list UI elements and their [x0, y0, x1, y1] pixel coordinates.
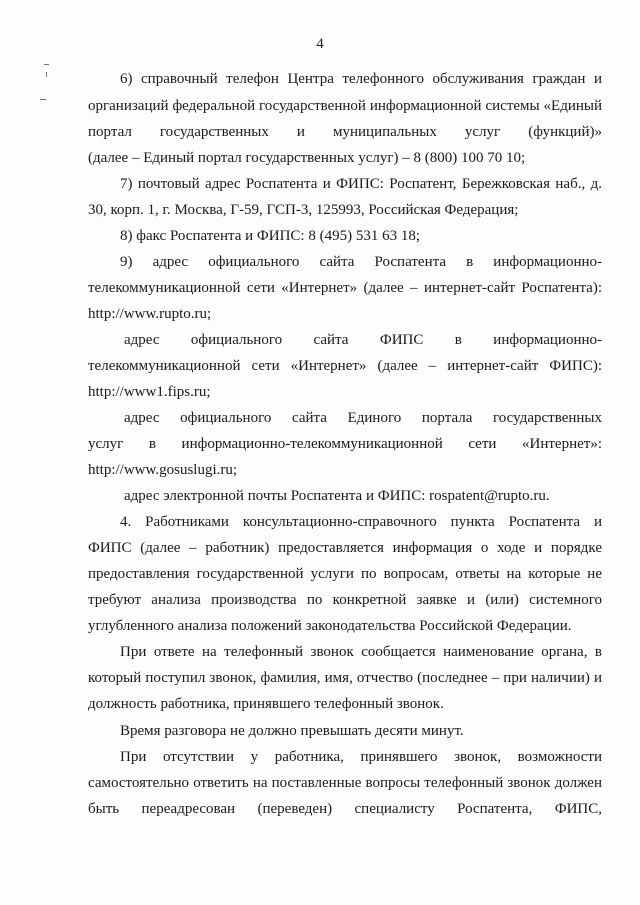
- text-line: 7) почтовый адрес Роспатента и ФИПС: Роспатент, Бережковская наб., д.: [120, 176, 602, 192]
- page-number: 4: [316, 36, 324, 52]
- text-line: При ответе на телефонный звонок сообщается наименование органа, в: [120, 644, 602, 660]
- text-line: 9) адрес официального сайта Роспатента в информационно-: [120, 254, 602, 270]
- text-line: самостоятельно ответить на поставленные вопросы телефонный звонок должен: [88, 775, 602, 791]
- text-line: http://www.rupto.ru;: [88, 306, 212, 322]
- text-line: http://www1.fips.ru;: [88, 384, 211, 400]
- text-line: Время разговора не должно превышать десяти минут.: [120, 723, 464, 739]
- text-line: адрес официального сайта Единого портала государственных: [124, 410, 602, 426]
- text-line: адрес официального сайта ФИПС в информационно-: [124, 332, 602, 348]
- text-line: 4. Работниками консультационно-справочного пункта Роспатента и: [120, 514, 602, 530]
- text-line: должность работника, принявшего телефонный звонок.: [88, 696, 444, 712]
- text-line: углубленного анализа положений законодательства Российской Федерации.: [88, 618, 572, 634]
- text-line: который поступил звонок, фамилия, имя, отчество (последнее – при наличии) и: [88, 670, 602, 686]
- text-line: 8) факс Роспатента и ФИПС: 8 (495) 531 63 18;: [120, 228, 420, 244]
- text-line: организаций федеральной государственной информационной системы «Единый: [88, 98, 602, 114]
- text-line: телекоммуникационной сети «Интернет» (далее – интернет-сайт Роспатента):: [88, 280, 602, 296]
- margin-mark: [46, 72, 47, 77]
- text-line: предоставления государственной услуги по вопросам, ответы на которые не: [88, 566, 602, 582]
- text-line: http://www.gosuslugi.ru;: [88, 462, 238, 478]
- text-line: (далее – Единый портал государственных услуг) – 8 (800) 100 70 10;: [88, 150, 526, 166]
- text-line: услуг в информационно-телекоммуникационной сети «Интернет»:: [88, 436, 602, 452]
- text-line: портал государственных и муниципальных услуг (функций)»: [88, 124, 602, 140]
- margin-mark: [44, 64, 49, 65]
- text-line: 30, корп. 1, г. Москва, Г-59, ГСП-3, 125993, Российская Федерация;: [88, 202, 519, 218]
- text-line: 6) справочный телефон Центра телефонного обслуживания граждан и: [120, 71, 602, 87]
- text-line: При отсутствии у работника, принявшего звонок, возможности: [120, 749, 602, 765]
- text-line: ФИПС (далее – работник) предоставляется информация о ходе и порядке: [88, 540, 602, 556]
- text-line: адрес электронной почты Роспатента и ФИПС: rospatent@rupto.ru.: [124, 488, 550, 504]
- text-line: быть переадресован (переведен) специалисту Роспатента, ФИПС,: [88, 801, 602, 817]
- margin-mark: [40, 99, 46, 100]
- text-line: телекоммуникационной сети «Интернет» (далее – интернет-сайт ФИПС):: [88, 358, 602, 374]
- text-line: требуют анализа производства по конкретной заявке и (или) системного: [88, 592, 602, 608]
